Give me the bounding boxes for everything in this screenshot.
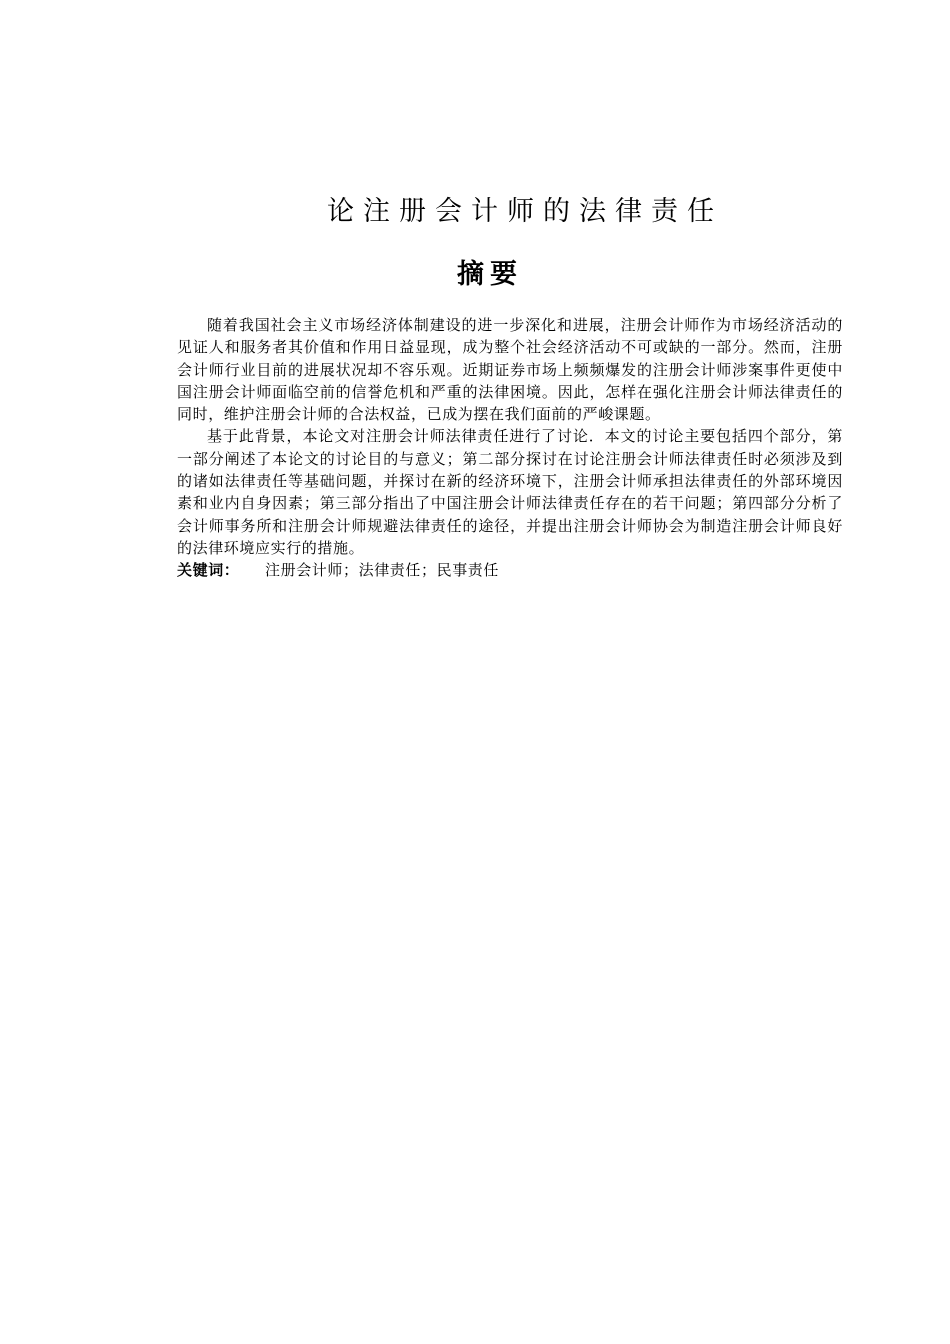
keywords-label: 关键词： [177,561,240,580]
document-title: 论注册会计师的法律责任 [327,196,723,227]
keywords-value: 注册会计师；法律责任；民事责任 [265,561,500,580]
abstract-paragraph-1: 随着我国社会主义市场经济体制建设的进一步深化和进展，注册会计师作为市场经济活动的见证人和服务者其价值和作用日益显现，成为整个社会经济活动不可或缺的一部分。然而，注册会计师行业目前的进展状况却不容乐观。近期证券市场上频频爆发的注册会计师涉案事件更使中国注册会计师面临空前的信誉危机和严重的法律困境。因此，怎样在强化注册会计师法律责任的同时，维护注册会计师的合法权益，已成为摆在我们面前的严峻课题。 [177,316,843,424]
keywords-line [177,559,843,581]
abstract-body [177,314,843,582]
abstract-heading: 摘要 [457,259,523,290]
abstract-paragraph-2: 基于此背景，本论文对注册会计师法律责任进行了讨论．本文的讨论主要包括四个部分，第一部分阐述了本论文的讨论目的与意义；第二部分探讨在讨论注册会计师法律责任时必须涉及到的诸如法律责任等基础问题，并探讨在新的经济环境下，注册会计师承担法律责任的外部环境因素和业内自身因素；第三部分指出了中国注册会计师法律责任存在的若干问题；第四部分分析了会计师事务所和注册会计师规避法律责任的途径，并提出注册会计师协会为制造注册会计师良好的法律环境应实行的措施。 [177,427,843,557]
